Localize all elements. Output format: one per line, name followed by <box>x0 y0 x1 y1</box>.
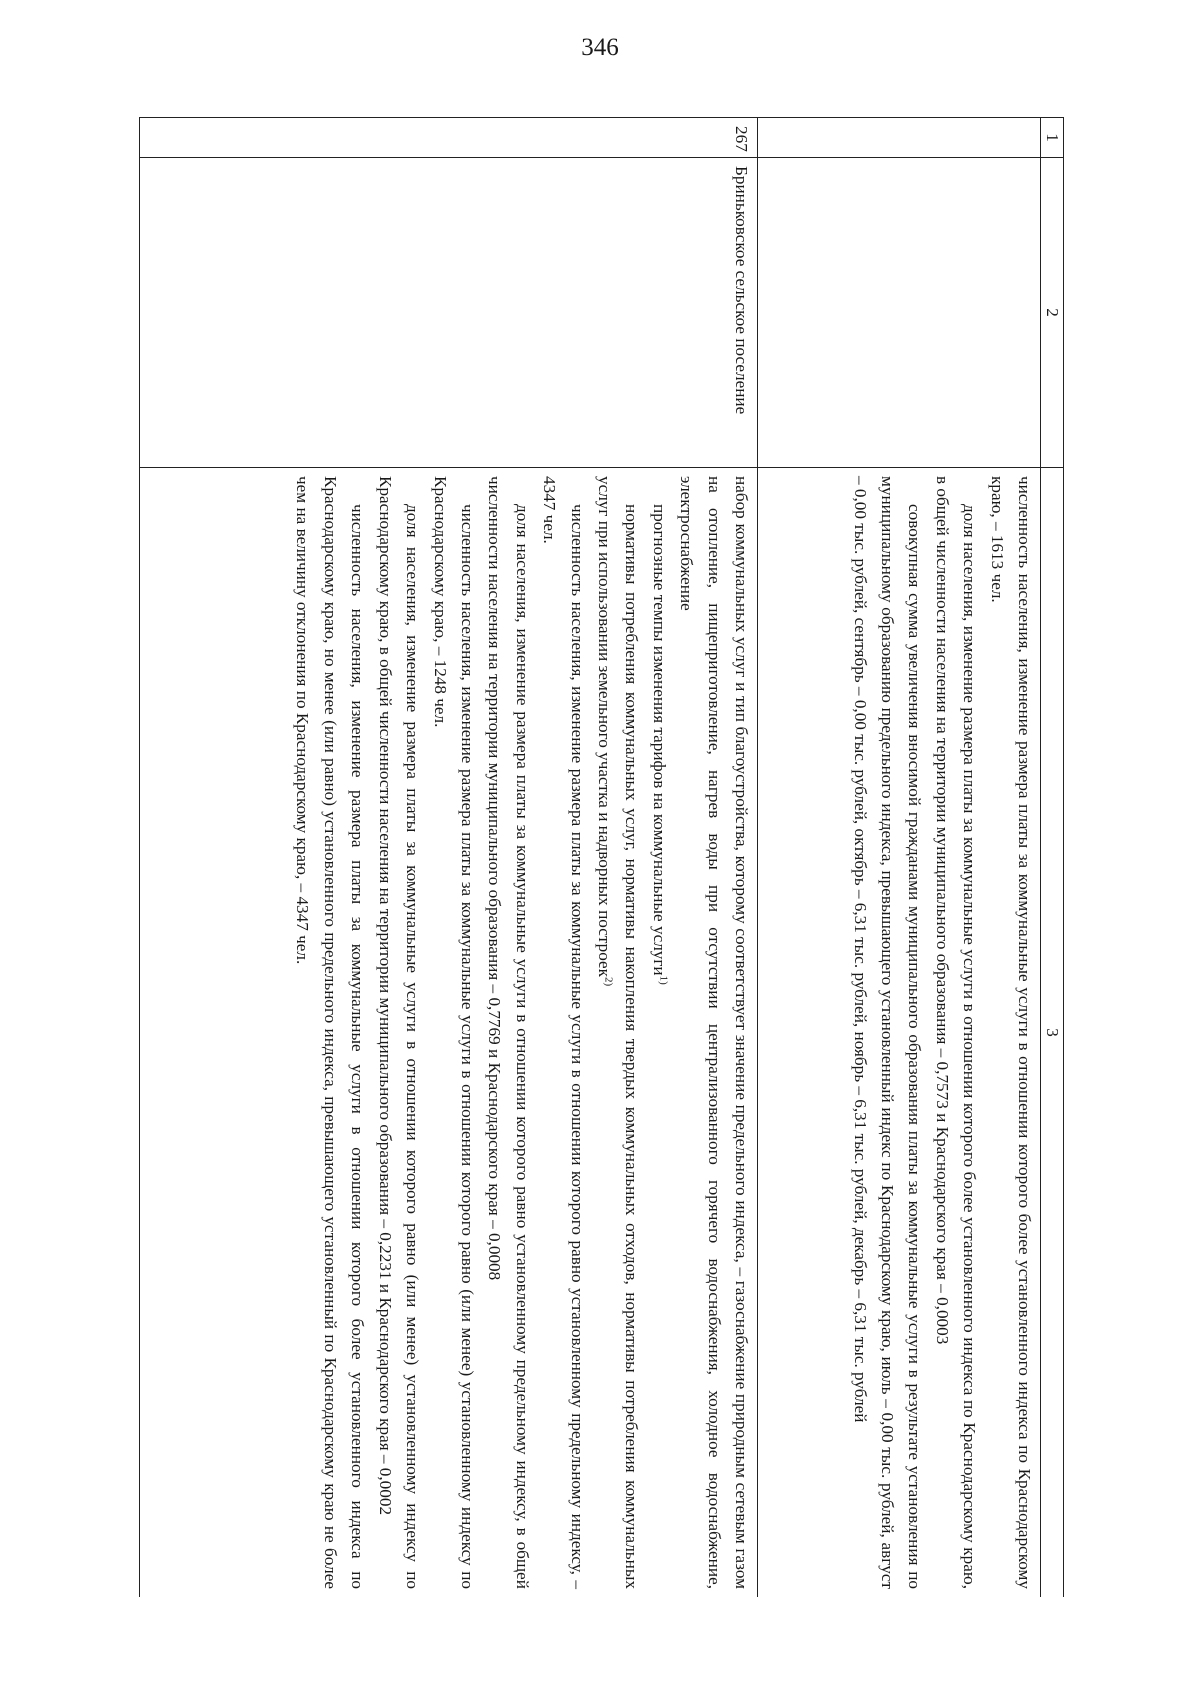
indicator-text <box>140 468 758 1598</box>
paragraph: набор коммунальных услуг и тип благоустройства, которому соответствует значение предельного индекса, – газоснабжение природным сетевым газом на отопление, пищеприготовление, нагрев воды при отсутствии централизованного горячего водоснабжения, холодное водоснабжение, электроснабжение <box>677 476 751 1589</box>
table-row-267 <box>140 118 758 1598</box>
settlement-name: Бриньковское сельское поселение <box>140 158 758 468</box>
paragraph-text: прогнозные темпы изменения тарифов на коммунальные услуги <box>649 504 669 976</box>
paragraph: численность населения, изменение размера платы за коммунальные услуги в отношении которого более установленного индекса по Краснодарскому краю, но менее (или равно) установленного предельного индекса, превышающего установленный по Краснодарскому краю не более чем на величину отклонения по Краснодарскому краю, – 4347 чел. <box>293 476 368 1589</box>
row-number <box>758 118 1041 158</box>
page-number: 346 <box>581 34 619 61</box>
document-table <box>139 117 1064 1597</box>
rotated-table-area <box>139 117 1064 1597</box>
header-col-1: 1 <box>1041 118 1064 158</box>
header-col-3: 3 <box>1041 468 1064 1598</box>
table-header-row <box>1041 118 1064 1598</box>
settlement-name <box>758 158 1041 468</box>
footnote-marker: 2) <box>602 977 615 987</box>
paragraph: численность населения, изменение размера платы за коммунальные услуги в отношении которого равно установленному предельному индексу, – 4347 чел. <box>540 476 587 1589</box>
header-col-2: 2 <box>1041 158 1064 468</box>
rotated-table-wrapper <box>139 117 1064 1597</box>
paragraph: совокупная сумма увеличения вносимой гражданами муниципального образования платы за коммунальные услуги в результате установления по муниципальному образованию предельного индекса, превышающего установленный индекс по Краснодарскому краю, июль – 0,00 тыс. рублей, август – 0,00 тыс. рублей, сентябрь – 0,00 тыс. рублей, октябрь – 6,31 тыс. рублей, ноябрь – 6,31 тыс. рублей, декабрь – 6,31 тыс. рублей <box>850 476 925 1589</box>
paragraph: численность населения, изменение размера платы за коммунальные услуги в отношении которого равно (или менее) установленному индексу по Краснодарскому краю, – 1248 чел. <box>430 476 477 1589</box>
table-row-continuation <box>758 118 1041 1598</box>
footnote-marker: 1) <box>657 975 670 985</box>
paragraph: доля населения, изменение размера платы за коммунальные услуги в отношении которого более установленного индекса по Краснодарскому краю, в общей численности населения на территории муниципального образования – 0,7573 и Краснодарского края – 0,0003 <box>932 476 980 1589</box>
paragraph <box>591 476 646 1589</box>
row-number: 267 <box>140 118 758 158</box>
paragraph-text: нормативы потребления коммунальных услуг, нормативы накопления твердых коммунальных отходов, нормативы потребления коммунальных услуг при использовании земельного участка и надворных построек <box>594 476 642 1589</box>
paragraph: доля населения, изменение размера платы за коммунальные услуги в отношении которого равно установленному предельному индексу, в общей численности населения на территории муниципального образования – 0,7769 и Краснодарского края – 0,0008 <box>485 476 532 1589</box>
paragraph: численность населения, изменение размера платы за коммунальные услуги в отношении которого более установленного индекса по Краснодарскому краю, – 1613 чел. <box>987 476 1034 1589</box>
paragraph: доля населения, изменение размера платы за коммунальные услуги в отношении которого равно (или менее) установленному индексу по Краснодарскому краю, в общей численности населения на территории муниципального образования – 0,2231 и Краснодарского края – 0,0002 <box>375 476 423 1589</box>
indicator-text <box>758 468 1041 1598</box>
paragraph <box>645 476 672 1589</box>
